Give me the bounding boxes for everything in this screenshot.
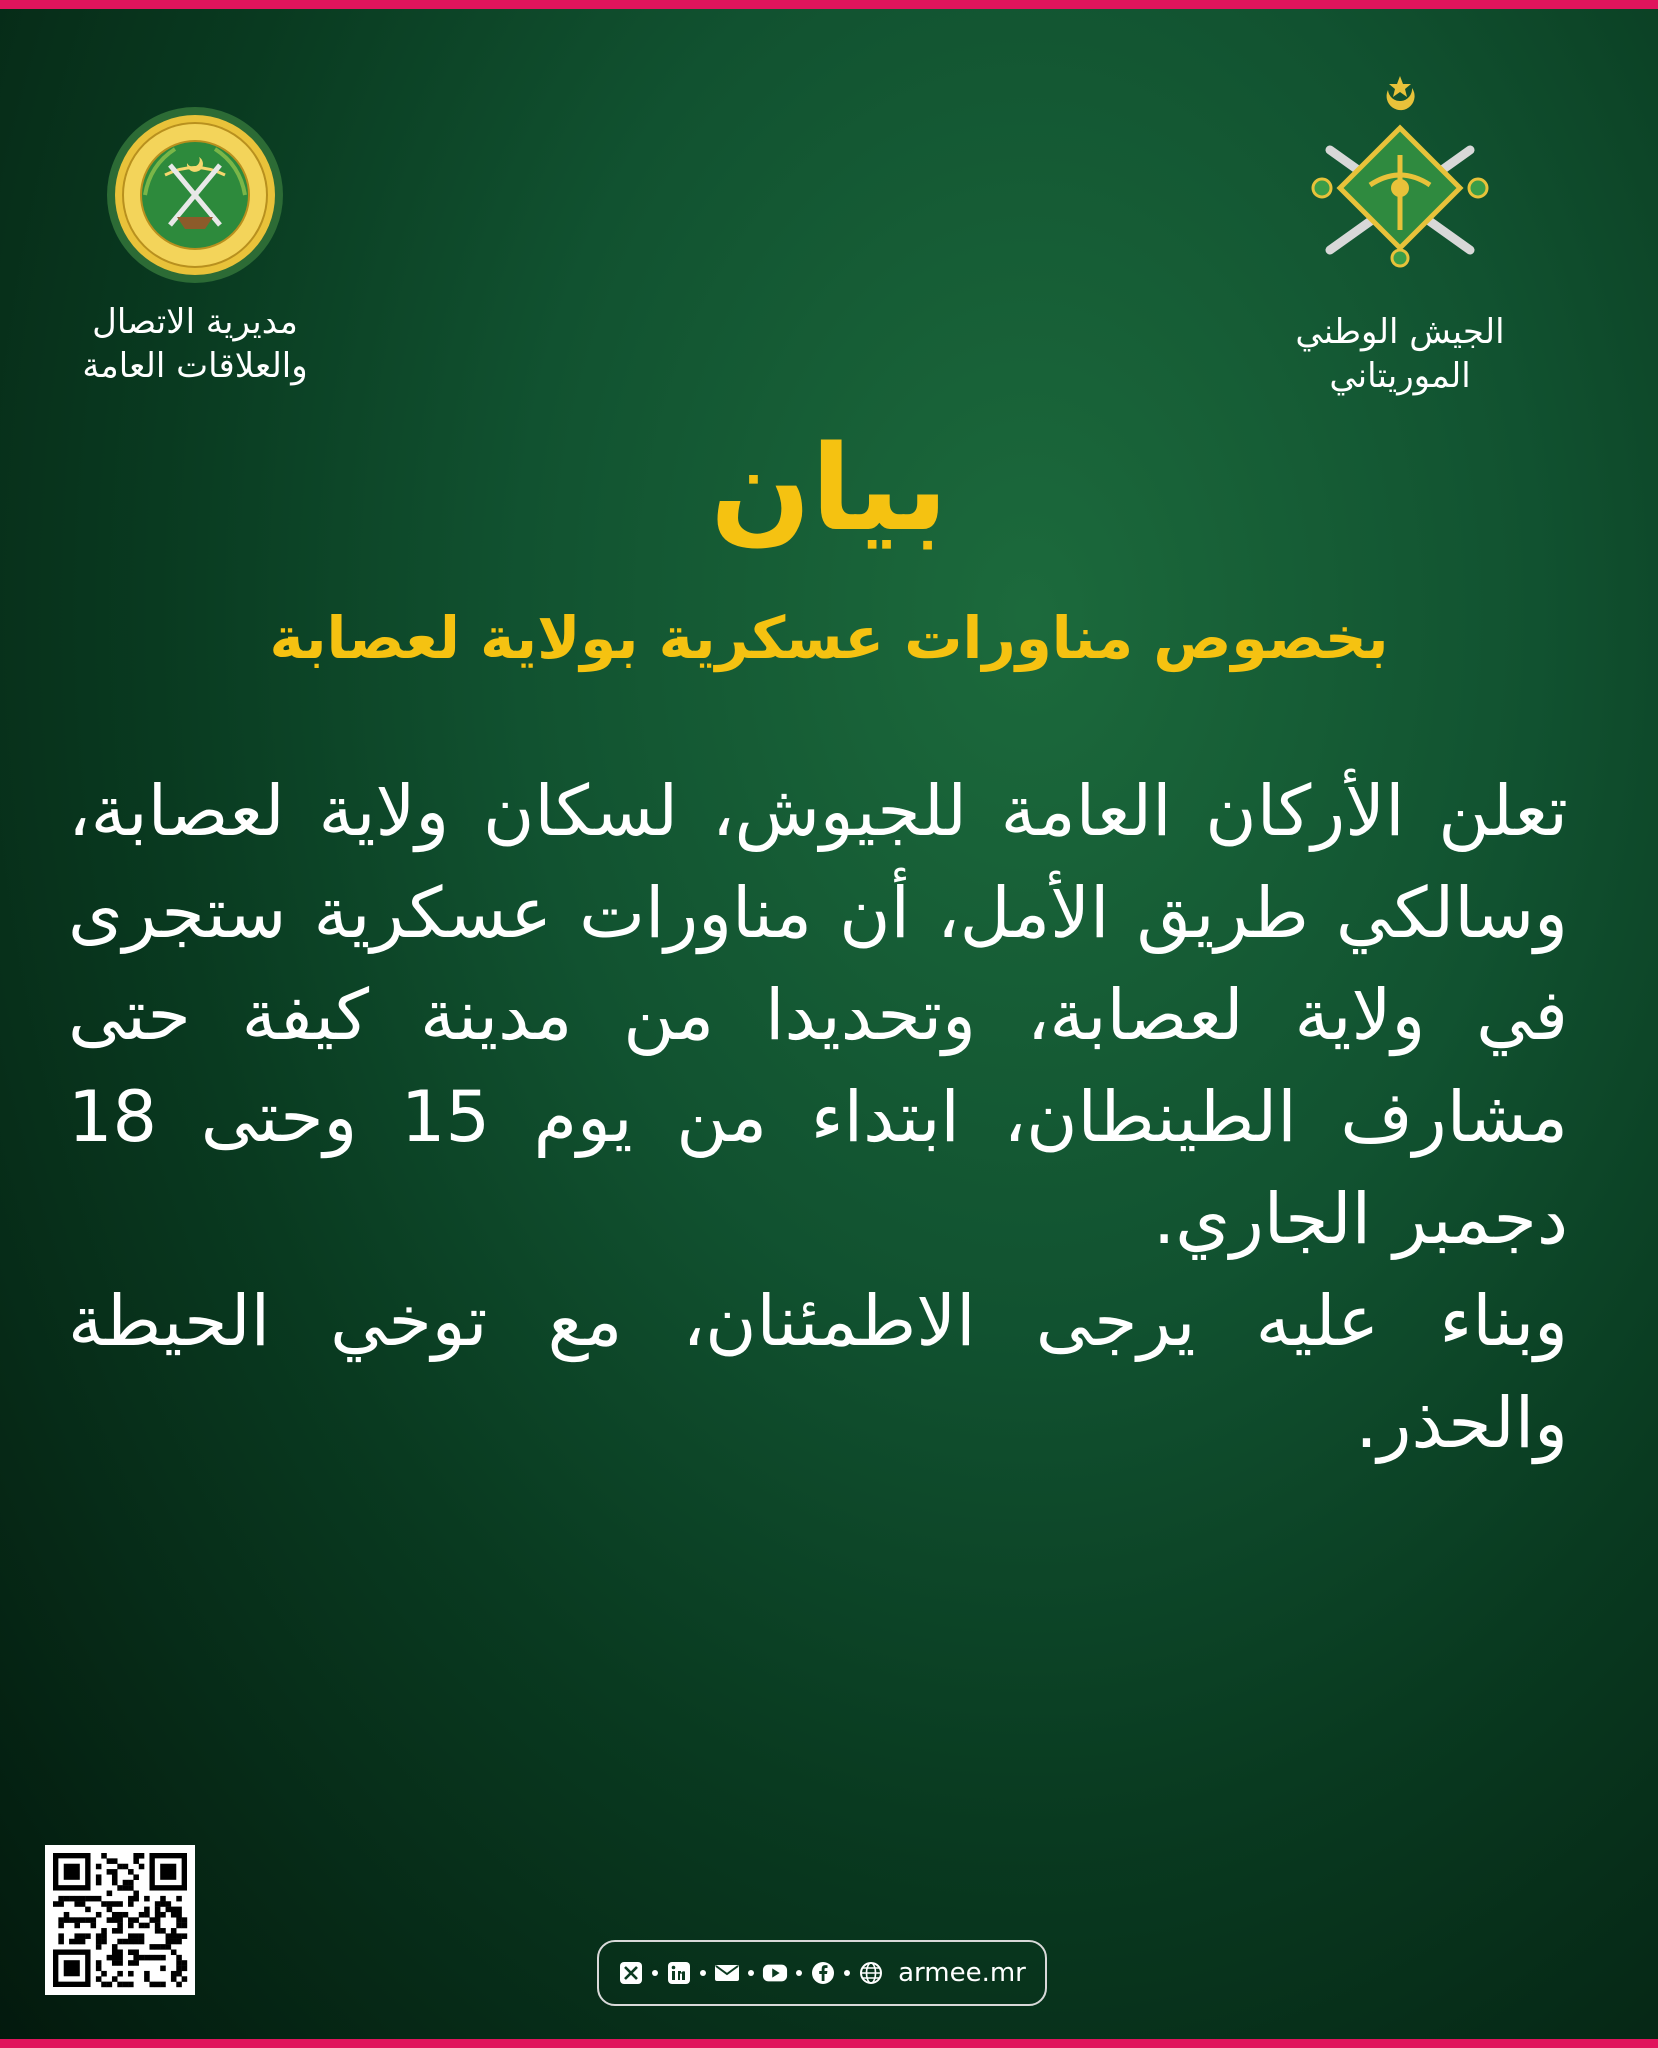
separator-dot <box>748 1970 754 1976</box>
page-title: بيان <box>710 419 948 557</box>
statement-paragraph-2: وبناء عليه يرجى الاطمئنان، مع توخي الحيطة والحذر. <box>68 1280 1568 1464</box>
statement-paragraph-1: تعلن الأركان العامة للجيوش، لسكان ولاية لعصابة، وسالكي طريق الأمل، أن مناورات عسكرية ستجرى في ولاية لعصابة، وتحديدا من مدينة كيفة حتى مشارف الطينطان، ابتداء من يوم 15 وحتى 18 دجمبر الجاري. <box>68 770 1568 1260</box>
mail-icon[interactable] <box>714 1960 740 1986</box>
top-accent-bar <box>0 0 1658 9</box>
globe-icon[interactable] <box>858 1960 884 1986</box>
separator-dot <box>796 1970 802 1976</box>
x-icon[interactable] <box>618 1960 644 1986</box>
army-label-line2: الموريتاني <box>1329 356 1471 396</box>
army-label-line1: الجيش الوطني <box>1295 312 1505 352</box>
national-army-emblem <box>1300 70 1500 270</box>
separator-dot <box>700 1970 706 1976</box>
directorate-label <box>55 300 335 388</box>
directorate-label-line1: مديرية الاتصال <box>92 302 298 342</box>
facebook-icon[interactable] <box>810 1960 836 1986</box>
page-subtitle: بخصوص مناورات عسكرية بولاية لعصابة <box>269 604 1389 672</box>
social-links-bar <box>597 1940 1047 2006</box>
separator-dot <box>652 1970 658 1976</box>
website-link[interactable]: armee.mr <box>898 1958 1026 1988</box>
directorate-seal-logo <box>105 105 285 285</box>
qr-code[interactable] <box>45 1845 195 1995</box>
directorate-label-line2: والعلاقات العامة <box>82 346 308 386</box>
youtube-icon[interactable] <box>762 1960 788 1986</box>
separator-dot <box>844 1970 850 1976</box>
army-label <box>1255 310 1545 398</box>
statement-body <box>68 760 1568 1474</box>
linkedin-icon[interactable] <box>666 1960 692 1986</box>
bottom-accent-bar <box>0 2039 1658 2048</box>
